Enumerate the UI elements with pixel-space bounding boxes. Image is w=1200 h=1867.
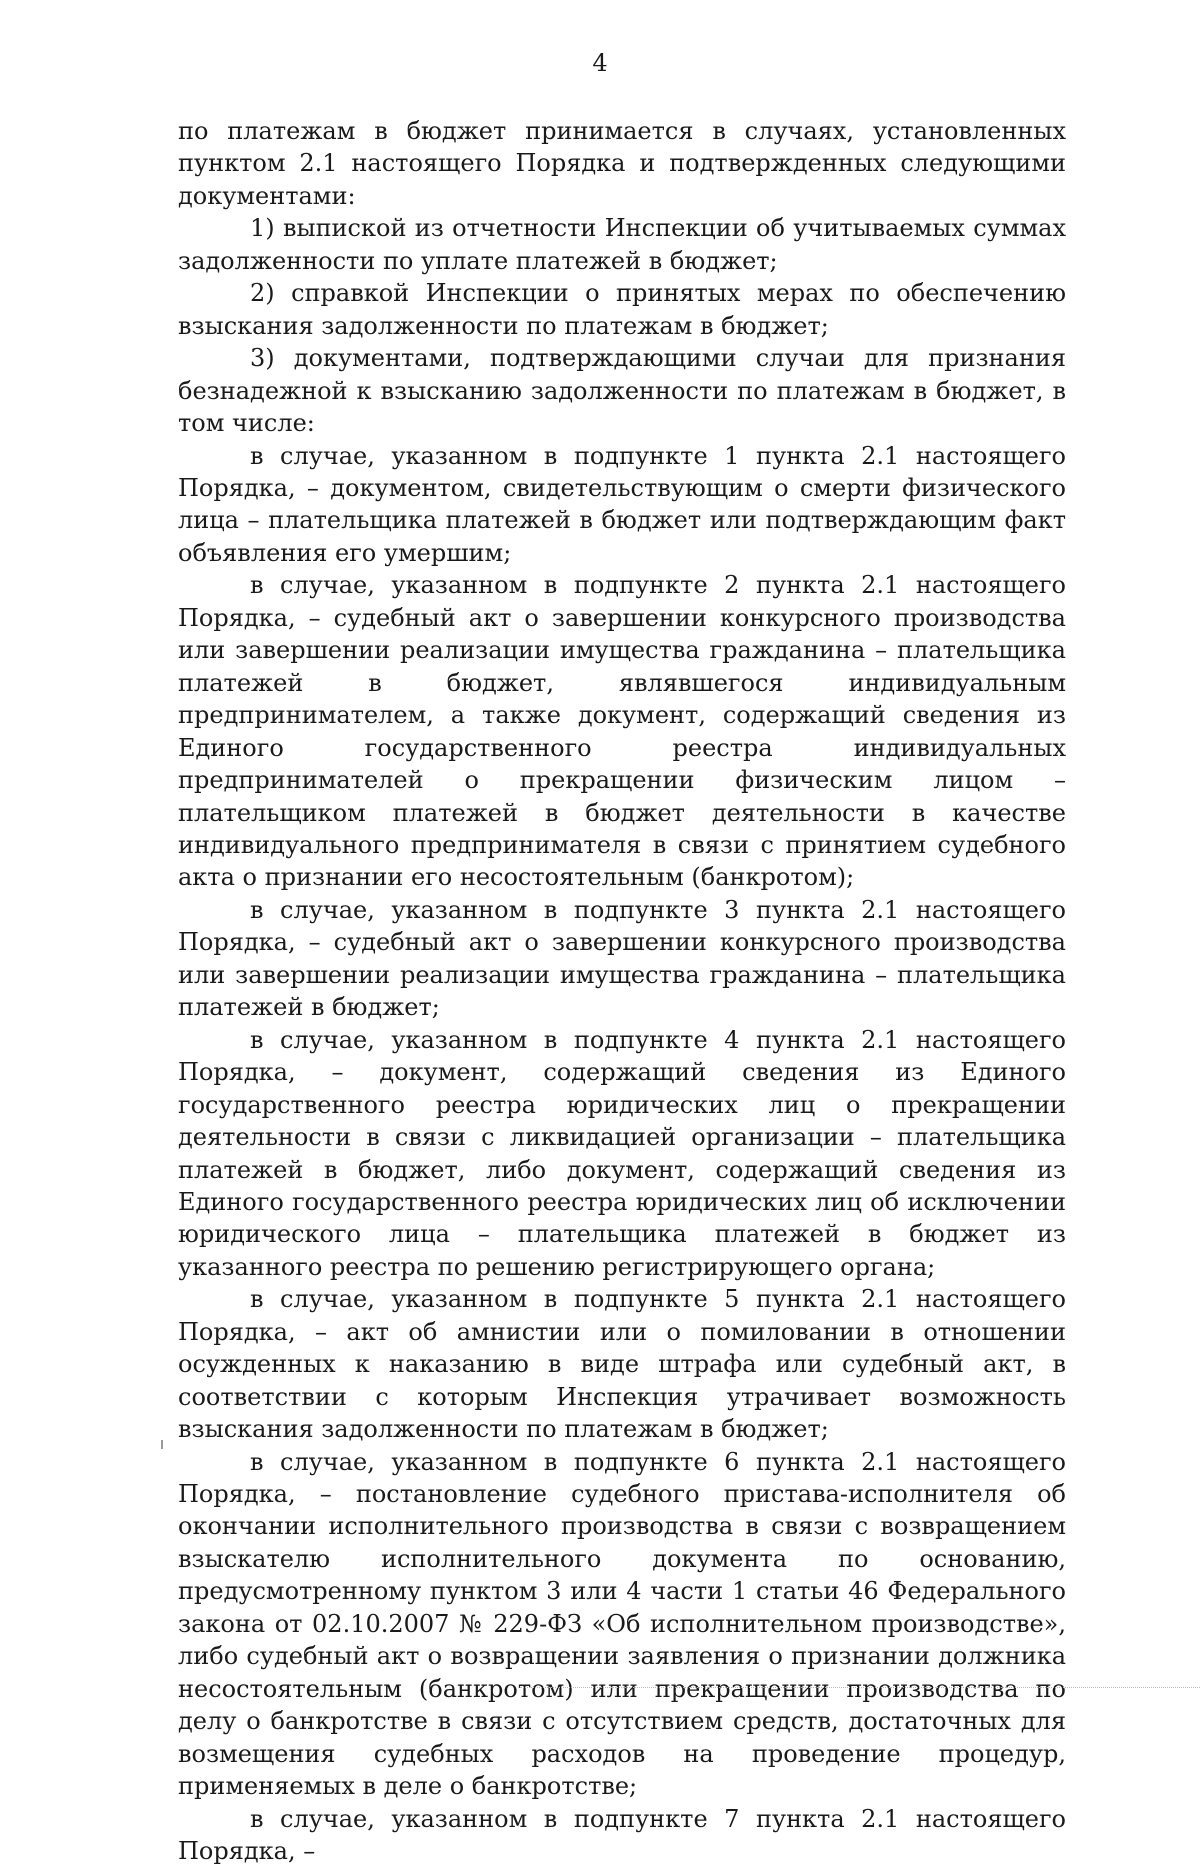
paragraph-continuation: по платежам в бюджет принимается в случаях, установленных пунктом 2.1 настоящего Порядка и подтвержденных следующими документами:: [178, 117, 1066, 210]
paragraph-case-3: в случае, указанном в подпункте 3 пункта 2.1 настоящего Порядка, – судебный акт о завершении конкурсного производства или завершении реализации имущества гражданина – плательщика платежей в бюджет;: [178, 895, 1066, 1022]
paragraph-item-1: 1) выпиской из отчетности Инспекции об учитываемых суммах задолженности по уплате платежей в бюджет;: [178, 214, 1066, 275]
paragraph-case-1: в случае, указанном в подпункте 1 пункта 2.1 настоящего Порядка, – документом, свидетельствующим о смерти физического лица – плательщика платежей в бюджет или подтверждающим факт объявления его умершим;: [178, 441, 1066, 567]
paragraph-case-7: в случае, указанном в подпункте 7 пункта 2.1 настоящего Порядка, –: [178, 1804, 1066, 1866]
page-number: 4: [592, 49, 608, 77]
scan-bottom-edge: [520, 1687, 1200, 1688]
paragraph-case-2: в случае, указанном в подпункте 2 пункта 2.1 настоящего Порядка, – судебный акт о завершении конкурсного производства или завершении реализации имущества гражданина – плательщика платежей в бюджет, являвшегося индивидуальным предпринимателем, а также документ, содержащий сведения из Единого государственного реестра индивидуальных предпринимателей о прекращении физическим лицом – плательщиком платежей в бюджет деятельности в качестве индивидуального предпринимателя в связи с принятием судебного акта о признании его несостоятельным (банкротом);: [178, 571, 1066, 892]
paragraph-item-2: 2) справкой Инспекции о принятых мерах по обеспечению взыскания задолженности по платежам в бюджет;: [178, 279, 1066, 340]
document-body: [178, 115, 1066, 1867]
paragraph-case-5: в случае, указанном в подпункте 5 пункта 2.1 настоящего Порядка, – акт об амнистии или о помиловании в отношении осужденных к наказанию в виде штрафа или судебный акт, в соответствии с которым Инспекция утрачивает возможность взыскания задолженности по платежам в бюджет;: [178, 1285, 1066, 1444]
paragraph-case-4: в случае, указанном в подпункте 4 пункта 2.1 настоящего Порядка, – документ, содержащий сведения из Единого государственного реестра юридических лиц о прекращении деятельности в связи с ликвидацией организации – плательщика платежей в бюджет, либо документ, содержащий сведения из Единого государственного реестра юридических лиц об исключении юридического лица – плательщика платежей в бюджет из указанного реестра по решению регистрирующего органа;: [178, 1025, 1066, 1281]
paragraph-item-3: 3) документами, подтверждающими случаи для признания безнадежной к взысканию задолженности по платежам в бюджет, в том числе:: [178, 344, 1066, 438]
scan-margin-mark: [161, 1440, 163, 1449]
paragraph-case-6: в случае, указанном в подпункте 6 пункта 2.1 настоящего Порядка, – постановление судебного пристава-исполнителя об окончании исполнительного производства в связи с возвращением взыскателю исполнительного документа по основанию, предусмотренному пунктом 3 или 4 части 1 статьи 46 Федерального закона от 02.10.2007 № 229-ФЗ «Об исполнительном производстве», либо судебный акт о возвращении заявления о признании должника несостоятельным (банкротом) или прекращении производства по делу о банкротстве в связи с отсутствием средств, достаточных для возмещения судебных расходов на проведение процедур, применяемых в деле о банкротстве;: [178, 1447, 1066, 1801]
